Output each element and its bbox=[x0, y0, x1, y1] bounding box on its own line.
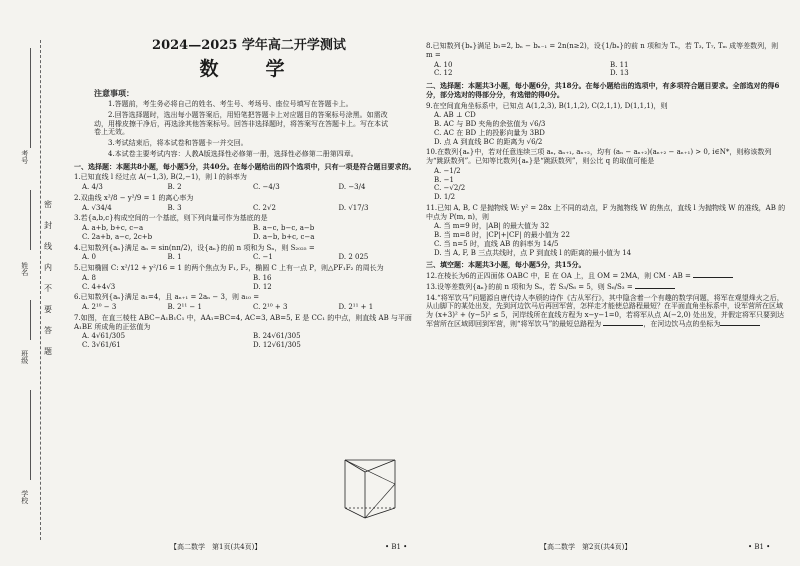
question-stem: 2.双曲线 x²/8 − y²/9 = 1 的离心率为 bbox=[74, 193, 194, 202]
options bbox=[434, 61, 786, 79]
option: C. AC 在 BD 上的投影向量为 3BD bbox=[434, 128, 545, 137]
answer-blank bbox=[603, 325, 643, 326]
exam-title: 2024—2025 学年高二开学测试 bbox=[152, 38, 346, 53]
option: C. 4+4√3 bbox=[82, 282, 116, 291]
option: C. 3√61/61 bbox=[82, 341, 121, 349]
option: D. 12√61/305 bbox=[253, 341, 301, 349]
seal-char: 线 bbox=[44, 242, 52, 251]
options bbox=[82, 183, 424, 192]
options bbox=[82, 204, 424, 213]
option: C. 当 n=5 时，直线 AB 的斜率为 14/5 bbox=[434, 239, 559, 248]
answer-blank bbox=[693, 277, 733, 278]
option: B. 当 m=8 时，|CP|+|CF| 的最小值为 22 bbox=[434, 231, 570, 239]
seal-char: 不 bbox=[44, 284, 52, 293]
option: B. 24√61/305 bbox=[253, 332, 301, 341]
footer-code-left: • B1 • bbox=[385, 543, 408, 552]
question-stem: 4.已知数列{aₙ}满足 aₙ = sin(nπ/2)，设{aₙ}的前 n 项和为 Sₙ，则 S₂₀₂₅ = bbox=[74, 243, 315, 252]
options bbox=[82, 332, 424, 350]
seal-char: 密 bbox=[44, 200, 52, 209]
option: B. 1 bbox=[167, 253, 182, 262]
right-column bbox=[426, 40, 786, 330]
option: A. 8 bbox=[82, 273, 96, 282]
question-stem: 7.如图，在直三棱柱 ABC−A₁B₁C₁ 中，AA₁=BC=4, AC=3, AB=5, E 是 CC₁ 的中点，则直线 AB 与平面 A₁BE 所成角的正弦值为 bbox=[74, 313, 412, 331]
section-heading: 一、选择题：本题共8小题，每小题5分，共40分。在每小题给出的四个选项中，只有一项是符合题目要求的。 bbox=[74, 161, 416, 171]
seal-char: 题 bbox=[44, 347, 52, 356]
option: B. 2¹¹ − 1 bbox=[167, 303, 202, 311]
options bbox=[82, 274, 424, 292]
question-stem: 14.“将军饮马”问题源自唐代诗人李颀的诗作《古从军行》，其中隐含着一个有趣的数学问题，将军在观望烽火之后，从山脚下的某处出发，先到河边饮马后再回军营，怎样走才能使总路程最短？在平面直角坐标系中，设军营所在区域为 (x+3)² + (y−5)² ≤ 5，河岸线所在直线方程为 x−y−1=0，若将军从点 A(−2,0) 处出发，并假定将军只要到达军营所在区域即回到军营，则“将军饮马”的最短总路程为 bbox=[426, 293, 784, 328]
options bbox=[82, 303, 424, 312]
options bbox=[434, 167, 786, 202]
seal-char: 要 bbox=[44, 305, 52, 314]
left-column bbox=[74, 38, 424, 351]
notice-item: 2.回答选择题时，选出每小题答案后，用铅笔把答题卡上对应题目的答案标号涂黑。如需改动，用橡皮擦干净后，再选涂其他答案标号。回答非选择题时，将答案写在答题卡上。写在本试卷上无效。 bbox=[94, 110, 388, 137]
option: A. 4√61/305 bbox=[82, 332, 126, 341]
option: C. −4/3 bbox=[253, 183, 280, 191]
notice-item: 4.本试卷主要考试内容：人教A版选择性必修第一册，选择性必修第二册第四章。 bbox=[108, 149, 358, 158]
question-stem: 10.在数列{aₙ}中，若对任意连续三项 aₙ, aₙ₊₁, aₙ₊₂，均有 (aₙ − aₙ₊₂)(aₙ₊₂ − aₙ₊₁) > 0, i∈N*，则称该数列为“跳跃数列”。已知等比数列{aₙ}是“跳跃数列”，则公比 q 的取值可能是 bbox=[426, 148, 772, 165]
name-label: 姓名 bbox=[20, 262, 29, 276]
answer-blank bbox=[720, 325, 760, 326]
option: D. 1/2 bbox=[434, 193, 456, 201]
question-tail: ，在河边饮马点的坐标为 bbox=[643, 319, 721, 328]
option: C. −1 bbox=[253, 253, 273, 262]
options bbox=[434, 222, 786, 257]
option: D. −3/4 bbox=[338, 183, 366, 191]
answer-blank bbox=[635, 288, 675, 289]
notice-block bbox=[74, 88, 394, 159]
notice-item: 1.答题前，考生务必将自己的姓名、考生号、考场号、座位号填写在答题卡上。 bbox=[108, 100, 353, 108]
options bbox=[82, 253, 424, 262]
option: D. 当 A, F, B 三点共线时，点 P 到直线 l 的距离的最小值为 14 bbox=[434, 248, 632, 257]
option: A. a+b, b+c, c−a bbox=[82, 224, 144, 232]
option: D. 2 025 bbox=[338, 253, 369, 262]
question-item bbox=[426, 272, 786, 281]
option: D. √17/3 bbox=[338, 203, 369, 212]
question-item bbox=[426, 294, 786, 329]
option: B. 11 bbox=[610, 60, 629, 69]
option: A. √34/4 bbox=[82, 203, 112, 212]
question-stem: 1.已知直线 l 经过点 A(−1,3), B(2,−1)，则 l 的斜率为 bbox=[74, 173, 247, 182]
options bbox=[82, 224, 424, 242]
seal-char: 封 bbox=[44, 221, 52, 230]
exam-no-label: 考号 bbox=[20, 150, 29, 164]
option: C. 2¹⁰ + 3 bbox=[253, 303, 288, 311]
question-stem: 11.已知 A, B, C 是抛物线 W: y² = 28x 上不同的动点，F 为抛物线 W 的焦点，直线 l 为抛物线 W 的准线，AB 的中点为 P(m, n)，则 bbox=[426, 203, 786, 221]
class-label: 班级 bbox=[20, 350, 29, 364]
option: A. 0 bbox=[82, 253, 96, 262]
section-heading: 三、填空题：本题共3小题，每小题5分，共15分。 bbox=[426, 260, 586, 270]
option: D. a−b, b+c, c−a bbox=[253, 232, 315, 241]
notice-heading: 注意事项： bbox=[94, 88, 134, 98]
option: B. AC 与 BD 夹角的余弦值为 √6/3 bbox=[434, 120, 546, 128]
option: B. 2 bbox=[167, 183, 182, 191]
question-stem: 8.已知数列{bₙ}满足 b₁=2, bₙ − bₙ₋₁ = 2n(n≥2)，设{1/bₙ}的前 n 项和为 Tₙ，若 T₃, T₇, Tₘ 成等差数列，则 m = bbox=[426, 42, 779, 59]
notice-item: 3.考试结束后，将本试卷和答题卡一并交回。 bbox=[108, 139, 248, 147]
question-stem: 12.在棱长为6的正四面体 OABC 中，E 在 OA 上，且 OM = 2MA，则 CM · AB = bbox=[426, 272, 691, 280]
option: A. −1/2 bbox=[434, 166, 461, 175]
subject-title: 数 学 bbox=[199, 58, 299, 81]
option: D. 点 A 到直线 BC 的距离为 √6/2 bbox=[434, 137, 543, 146]
question-stem: 13.设等差数列{aₙ}的前 n 项和为 Sₙ，若 S₃/S₆ = 5，则 S₆/S₃ = bbox=[426, 282, 633, 291]
section-heading: 二、选择题：本题共3小题，每小题6分，共18分。在每小题给出的选项中，有多项符合题目要求。全部选对的得6分，部分选对的得部分分，有选错的得0分。 bbox=[426, 81, 780, 99]
option: A. AB ⊥ CD bbox=[434, 111, 476, 120]
school-label: 学校 bbox=[20, 490, 29, 504]
option: B. −1 bbox=[434, 175, 454, 184]
option: A. 4/3 bbox=[82, 183, 103, 191]
option: D. 12 bbox=[253, 282, 272, 291]
option: B. 3 bbox=[167, 203, 182, 212]
binding-margin bbox=[0, 0, 60, 566]
option: A. 10 bbox=[434, 60, 453, 69]
right-questions bbox=[426, 42, 786, 329]
question-stem: 9.在空间直角坐标系中，已知点 A(1,2,3), B(1,1,2), C(2,1,1), D(1,1,1)，则 bbox=[426, 101, 668, 110]
question-item bbox=[426, 283, 786, 292]
options bbox=[434, 111, 786, 146]
option: D. 2¹¹ + 1 bbox=[338, 303, 374, 311]
seal-char: 答 bbox=[44, 326, 52, 335]
option: A. 2¹⁰ − 3 bbox=[82, 303, 117, 311]
footer-right: 【高二数学 第2页(共4页)】 bbox=[540, 543, 632, 552]
left-questions bbox=[74, 173, 424, 350]
option: C. 2a+b, a−c, 2c+b bbox=[82, 232, 153, 241]
option: D. 13 bbox=[610, 69, 629, 78]
prism-figure bbox=[330, 450, 410, 522]
option: B. 16 bbox=[253, 273, 272, 282]
footer-code-right: • B1 • bbox=[748, 543, 771, 552]
question-stem: 5.已知椭圆 C: x²/12 + y²/16 = 1 的两个焦点为 F₁, F₂，椭圆 C 上有一点 P，则△PF₁F₂ 的周长为 bbox=[74, 264, 384, 272]
option: A. 当 m=9 时，|AB| 的最大值为 32 bbox=[434, 222, 550, 231]
option: C. 12 bbox=[434, 69, 453, 78]
option: C. 2√2 bbox=[253, 203, 276, 212]
option: C. −√2/2 bbox=[434, 184, 466, 193]
question-stem: 6.已知数列{aₙ}满足 a₁=4，且 aₙ₊₁ = 2aₙ − 3，则 a₁₀ = bbox=[74, 293, 260, 302]
seal-char: 内 bbox=[44, 263, 52, 272]
footer-left: 【高二数学 第1页(共4页)】 bbox=[170, 543, 262, 552]
option: B. a−c, b−c, a−b bbox=[253, 224, 315, 232]
question-stem: 3.若{a,b,c}构成空间的一个基底，则下列向量可作为基底的是 bbox=[74, 214, 268, 223]
seal-line bbox=[40, 40, 41, 540]
